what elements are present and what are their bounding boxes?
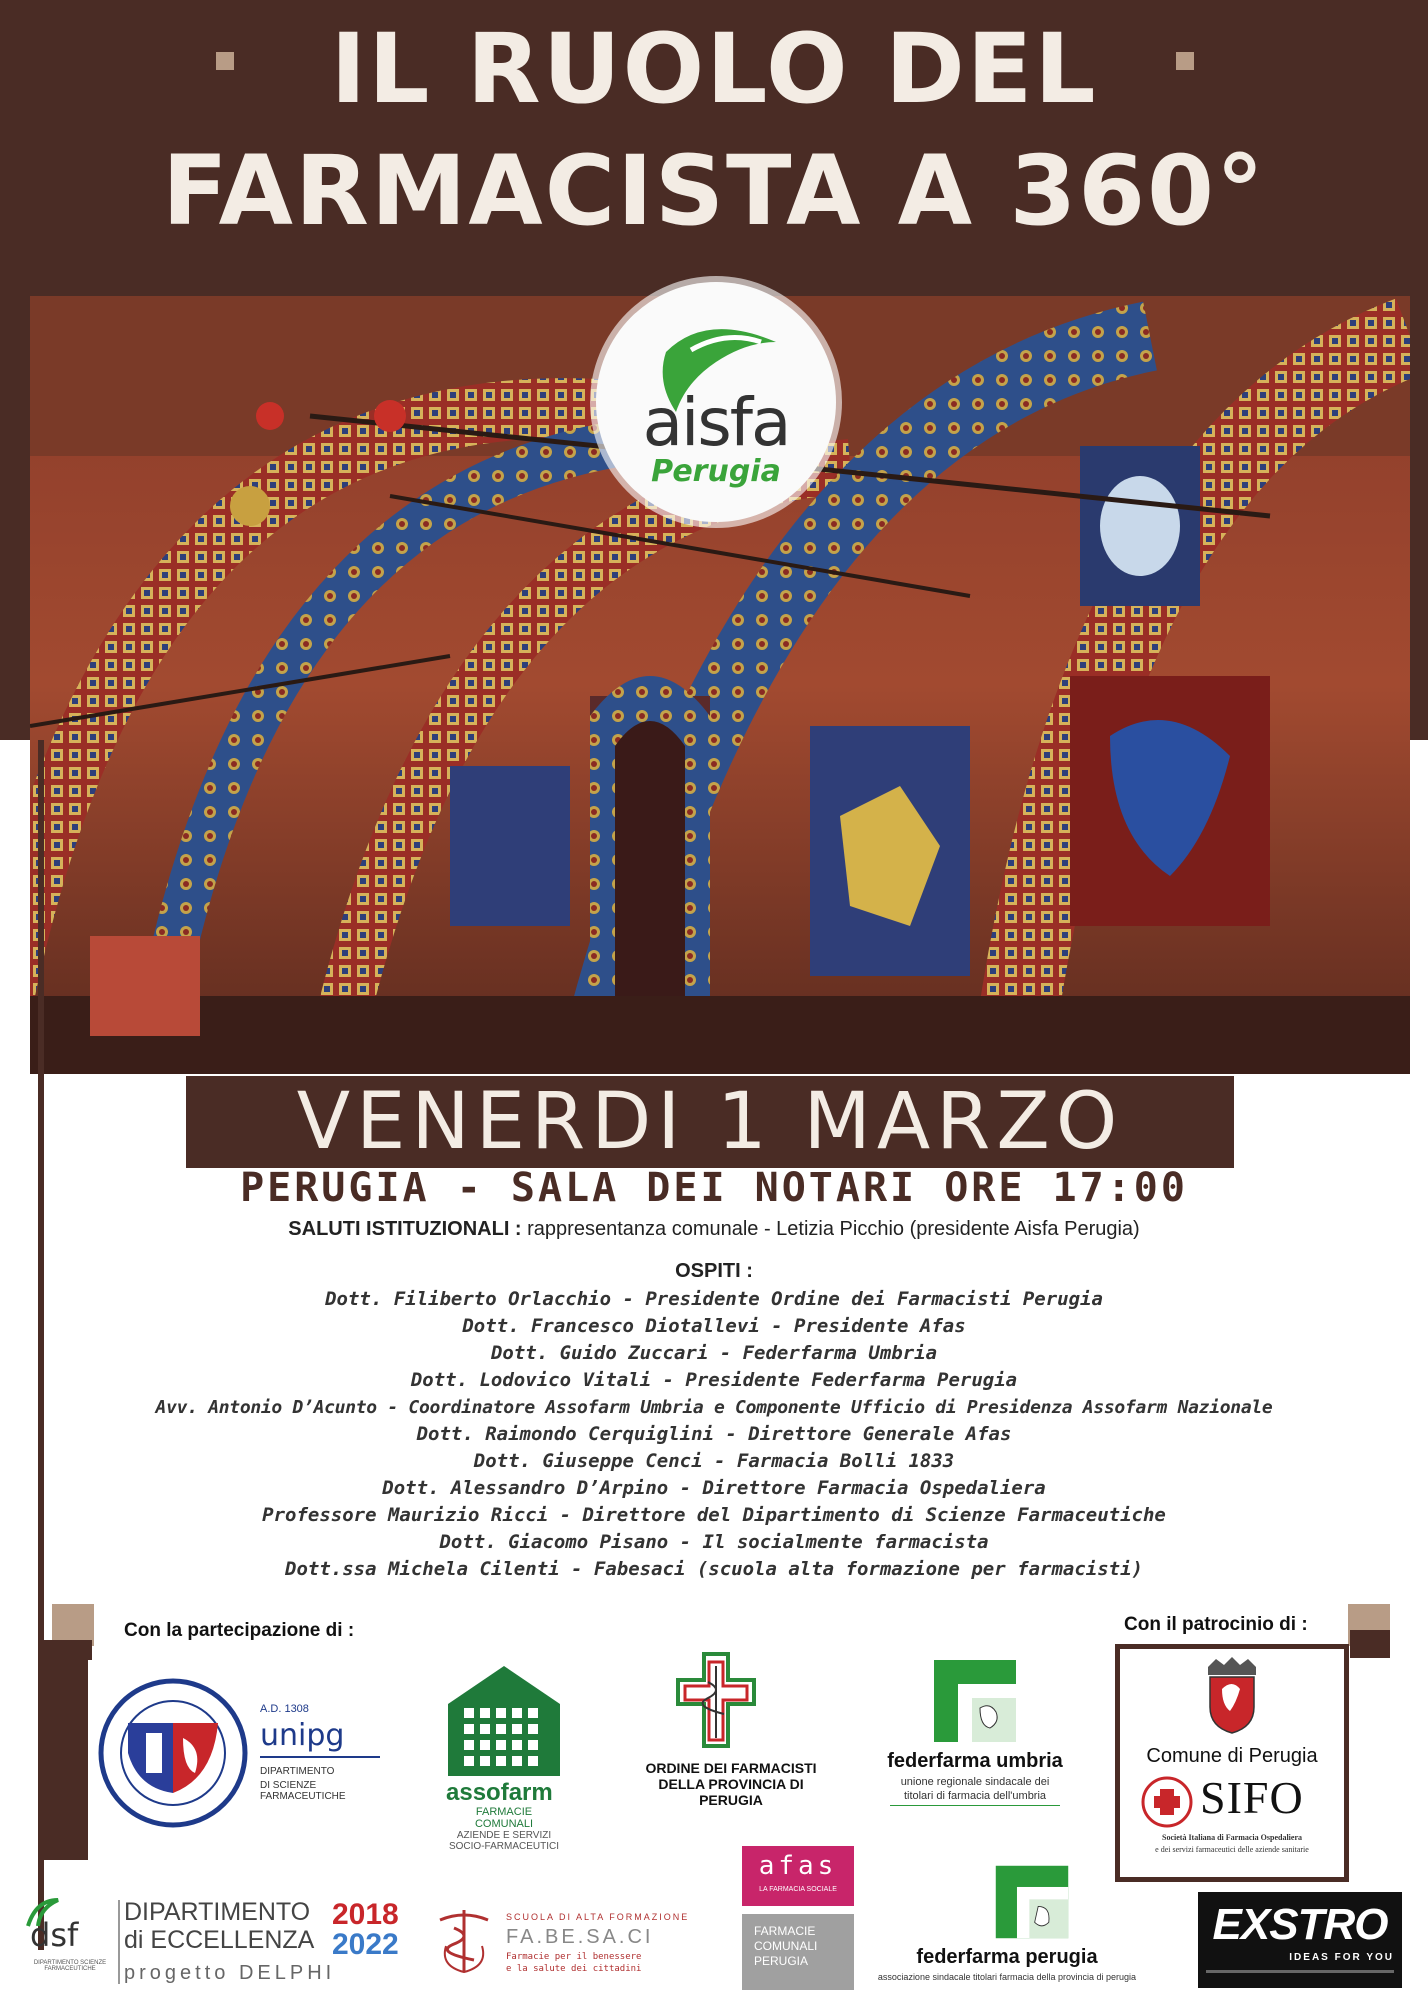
saluti-line [0, 1218, 1428, 1241]
unipg-year: A.D. 1308 [260, 1703, 309, 1715]
federperugia-sub: associazione sindacale titolari farmacia della provincia di perugia [877, 1972, 1137, 1982]
patrocinio-label: Con il patrocinio di : [1124, 1614, 1308, 1635]
assofarm-name: assofarm [446, 1779, 553, 1806]
patrocinio-box [1115, 1644, 1349, 1882]
assofarm-logo [446, 1664, 586, 1864]
dsf-logo [22, 1896, 118, 1982]
saluti-label: SALUTI ISTITUZIONALI : [288, 1218, 522, 1240]
guest-item: Dott. Filiberto Orlacchio - Presidente Ordine dei Farmacisti Perugia [325, 1288, 1103, 1310]
decor-block-left [38, 1640, 92, 1860]
guest-item: Dott. Raimondo Cerquiglini - Direttore Generale Afas [416, 1423, 1012, 1445]
afas-logo [742, 1846, 854, 1990]
unipg-divider [260, 1756, 380, 1758]
event-venue: PERUGIA - SALA DEI NOTARI ORE 17:00 [240, 1165, 1188, 1211]
guest-item: Dott. Giuseppe Cenci - Farmacia Bolli 1833 [473, 1450, 955, 1472]
fabesaci-sub-2: e la salute dei cittadini [506, 1964, 642, 1974]
afas-box-2: COMUNALI [754, 1939, 818, 1953]
unipg-dept-2: DI SCIENZE FARMACEUTICHE [260, 1780, 346, 1802]
exstro-name: EXSTRO [1212, 1900, 1388, 1949]
ordine-line-1: ORDINE DEI FARMACISTI [645, 1760, 817, 1776]
partecipazione-label: Con la partecipazione di : [124, 1620, 355, 1641]
sifo-sub-1: Società Italiana di Farmacia Ospedaliera [1162, 1833, 1302, 1842]
federumbria-sub-1: unione regionale sindacale dei [900, 1776, 1050, 1788]
assofarm-building-icon [446, 1664, 562, 1776]
federumbria-sub-2: titolari di farmacia dell'umbria [903, 1790, 1047, 1802]
caduceus-icon [432, 1906, 496, 1976]
dsf-divider [118, 1900, 120, 1984]
fabesaci-top: SCUOLA DI ALTA FORMAZIONE [506, 1912, 690, 1922]
exstro-sub: IDEAS FOR YOU [1289, 1952, 1394, 1963]
dip-line-1: DIPARTIMENTO [124, 1898, 311, 1926]
afas-sub: LA FARMACIA SOCIALE [759, 1886, 837, 1893]
afas-box [742, 1914, 854, 1990]
sifo-sub-2: e dei servizi farmaceutici delle aziende sanitarie [1155, 1845, 1309, 1854]
assofarm-sub-2: AZIENDE E SERVIZI [456, 1830, 552, 1841]
ordine-farmacisti-logo [626, 1652, 836, 1808]
federfarma-square-icon [932, 1658, 1018, 1744]
ospiti-heading: OSPITI : [675, 1260, 753, 1282]
fabesaci-sub-1: Farmacie per il benessere [506, 1952, 642, 1962]
afas-name: afas [758, 1851, 838, 1881]
federfarma-umbria-logo [860, 1658, 1090, 1808]
unipg-dept-1: DIPARTIMENTO [260, 1766, 335, 1777]
aisfa-logo [596, 282, 836, 522]
federumbria-divider [890, 1805, 1060, 1806]
guest-item: Dott. Guido Zuccari - Federfarma Umbria [490, 1342, 938, 1364]
federfarma-perugia-square-icon [994, 1864, 1070, 1940]
guest-list [0, 1286, 1428, 1583]
aisfa-wordmark: aisfa [642, 384, 790, 461]
pharmacy-cross-icon [676, 1652, 756, 1748]
ordine-line-2: DELLA PROVINCIA DI PERUGIA [658, 1776, 804, 1808]
unipg-name: unipg [260, 1718, 345, 1753]
dip-years-1: 2018 [332, 1898, 399, 1931]
guest-item: Dott.ssa Michela Cilenti - Fabesaci (scuola alta formazione per farmacisti) [285, 1558, 1143, 1580]
title-line-2: FARMACISTA A 360° [162, 135, 1266, 247]
delphi-label: progetto DELPHI [124, 1962, 336, 1984]
sifo-name: SIFO [1200, 1772, 1304, 1823]
dipartimento-eccellenza-logo [124, 1898, 424, 1988]
federperugia-name: federfarma perugia [916, 1946, 1098, 1968]
assofarm-sub-3: SOCIO-FARMACEUTICI [448, 1841, 559, 1852]
afas-box-3: PERUGIA [754, 1954, 809, 1968]
guest-item: Dott. Alessandro D’Arpino - Direttore Farmacia Ospedaliera [382, 1477, 1046, 1499]
decor-block-right [1350, 1630, 1390, 1658]
university-seal-icon [98, 1678, 248, 1828]
assofarm-sub-1: FARMACIE COMUNALI [474, 1806, 534, 1830]
guest-item: Dott. Francesco Diotallevi - Presidente Afas [462, 1315, 966, 1337]
federumbria-name: federfarma umbria [887, 1750, 1063, 1772]
event-date: VENERDI 1 MARZO [186, 1076, 1234, 1168]
exstro-logo [1198, 1892, 1402, 1988]
aisfa-subtitle: Perugia [651, 454, 781, 489]
exstro-line [1206, 1970, 1394, 1973]
afas-box-1: FARMACIE [754, 1924, 816, 1938]
charitas-seal-icon [1140, 1775, 1194, 1829]
saluti-text: rappresentanza comunale - Letizia Picchio (presidente Aisfa Perugia) [521, 1218, 1140, 1240]
dsf-sub: DIPARTIMENTO SCIENZE FARMACEUTICHE [33, 1960, 107, 1972]
dip-line-2: di ECCELLENZA [124, 1926, 315, 1954]
guest-item: Professore Maurizio Ricci - Direttore del Dipartimento di Scienze Farmaceutiche [262, 1504, 1166, 1526]
dip-years-2: 2022 [332, 1928, 399, 1961]
afas-header [742, 1846, 854, 1906]
title-line-1: IL RUOLO DEL [330, 13, 1098, 125]
comune-crest-icon [1204, 1655, 1260, 1735]
federfarma-perugia-logo [866, 1864, 1148, 1992]
guest-item: Dott. Giacomo Pisano - Il socialmente farmacista [439, 1531, 989, 1553]
unipg-logo [88, 1660, 388, 1860]
fabesaci-logo [432, 1906, 722, 1986]
fabesaci-name: FA.BE.SA.CI [506, 1926, 654, 1948]
guest-item: Avv. Antonio D’Acunto - Coordinatore Assofarm Umbria e Componente Ufficio di Presidenza Assofarm Nazionale [155, 1397, 1273, 1418]
dsf-name: dsf [30, 1916, 79, 1954]
comune-name: Comune di Perugia [1146, 1745, 1318, 1767]
guest-item: Dott. Lodovico Vitali - Presidente Federfarma Perugia [410, 1369, 1018, 1391]
page-title [0, 0, 1428, 252]
